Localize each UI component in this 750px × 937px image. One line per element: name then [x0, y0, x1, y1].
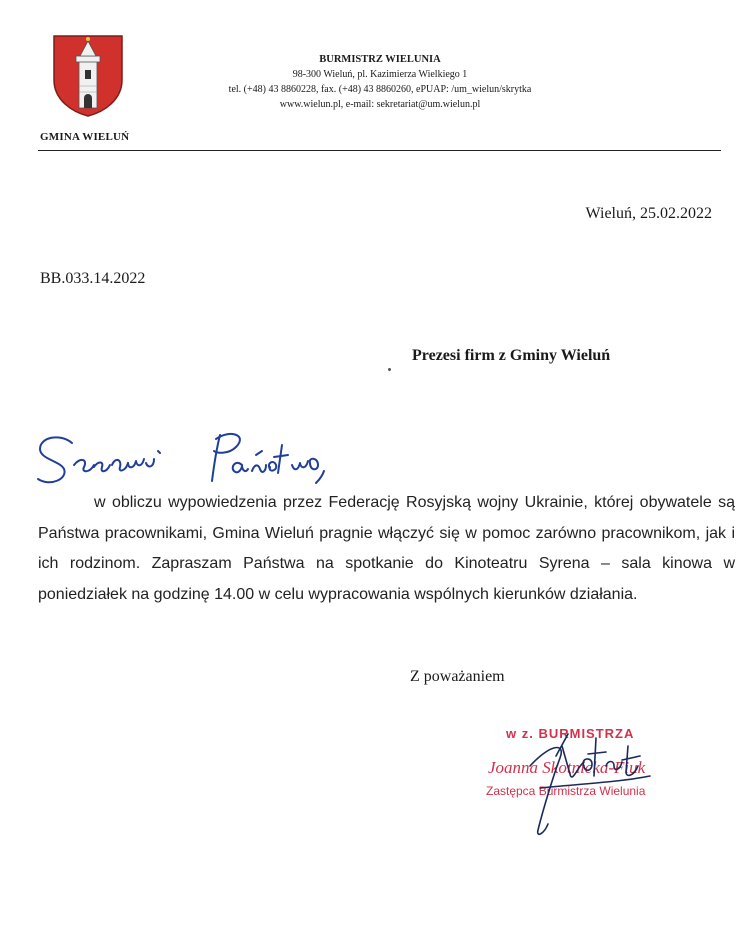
recipient: Prezesi firm z Gminy Wieluń — [412, 347, 611, 364]
header-divider — [38, 150, 721, 151]
handwritten-salutation — [30, 415, 340, 495]
stamp-name: Joanna Skotnicka-Fiuk — [488, 758, 646, 777]
reference-number: BB.033.14.2022 — [40, 270, 146, 287]
letterhead-address: 98-300 Wieluń, pl. Kazimierza Wielkiego 1 — [292, 69, 468, 80]
letter-body: w obliczu wypowiedzenia przez Federację Rosyjską wojny Ukrainie, której obywatele są Państwa pracownikami, Gmina Wieluń pragnie włączyć się w pomoc zarówno pracownikom, jak i ich rodzinom. Zapraszam Państwa na spotkanie do Kinoteatru Syrena – sala kinowa w poniedziałek na godzinę 14.00 w celu wypracowania wspólnych kierunków działania. — [38, 494, 735, 603]
handwritten-signature — [510, 726, 660, 841]
paper-speck — [388, 368, 391, 371]
letterhead — [180, 52, 580, 112]
letterhead-phones: tel. (+48) 43 8860228, fax. (+48) 43 8860260, ePUAP: /um_wielun/skrytka — [228, 84, 532, 95]
stamp-title: Zastępca Burmistrza Wielunia — [486, 784, 646, 798]
wielun-coat-of-arms-icon — [50, 32, 126, 118]
stamp-line1: w z. BURMISTRZA — [506, 726, 635, 741]
letterhead-title: BURMISTRZ WIELUNIA — [319, 54, 441, 65]
gmina-label: GMINA WIELUŃ — [40, 131, 130, 143]
letter-date: Wieluń, 25.02.2022 — [585, 205, 712, 222]
letterhead-web: www.wielun.pl, e-mail: sekretariat@um.wielun.pl — [279, 99, 481, 110]
closing: Z poważaniem — [410, 668, 505, 685]
